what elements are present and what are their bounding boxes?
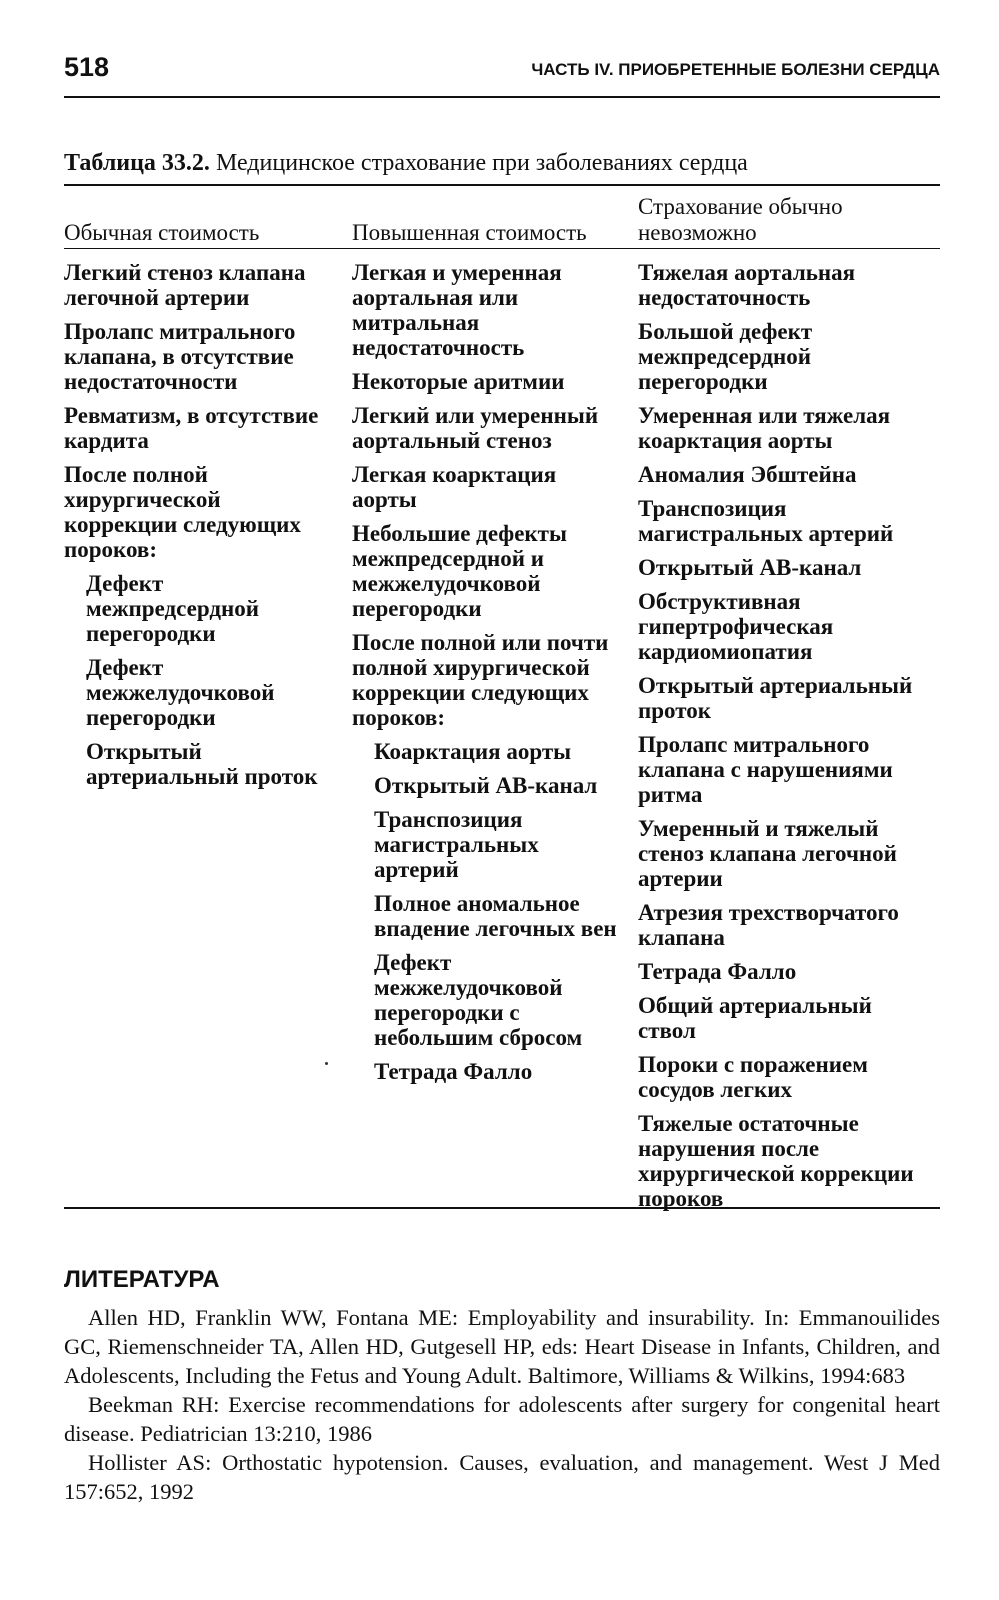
table-item: Тетрада Фалло xyxy=(638,959,797,984)
table-header-rule xyxy=(64,248,940,249)
table-item: Тяжелая аортальная недостаточность xyxy=(638,260,856,310)
table-item: Легкий стеноз клапана легочной артерии xyxy=(64,260,306,310)
table-item: Общий артериальный ствол xyxy=(638,993,872,1043)
table-item: Обструктивная гипертрофическая кардиомиопатия xyxy=(638,589,834,664)
reference-entry: Beekman RH: Exercise recommendations for adolescents after surgery for congenital heart disease. Pediatrician 13:210, 1986 xyxy=(64,1392,940,1446)
table-subitem: Тетрада Фалло xyxy=(374,1059,533,1084)
column-header-normal-cost: Обычная стоимость xyxy=(64,220,260,245)
table-item: Легкий или умеренный аортальный стеноз xyxy=(352,403,599,453)
table-bottom-rule xyxy=(64,1207,940,1209)
page-header xyxy=(64,52,940,98)
column-normal-cost xyxy=(64,260,334,798)
column-increased-cost xyxy=(352,260,624,1093)
table-subitem: Полное аномальное впадение легочных вен xyxy=(374,891,617,941)
reference-entry: Hollister AS: Orthostatic hypotension. Causes, evaluation, and management. West J Med 157:652, 1992 xyxy=(64,1450,940,1504)
table-subitem: Транспозиция магистральных артерий xyxy=(374,807,539,882)
table-item: Тяжелые остаточные нарушения после хирургической коррекции пороков xyxy=(638,1111,914,1211)
table-subitem: Дефект межжелудочковой перегородки xyxy=(86,655,275,730)
table-item: Открытый АВ-канал xyxy=(638,555,862,580)
table-item: Легкая коарктация аорты xyxy=(352,462,557,512)
table-subitem: Дефект межжелудочковой перегородки с небольшим сбросом xyxy=(374,950,583,1050)
table-subitem: Коарктация аорты xyxy=(374,739,572,764)
running-head: ЧАСТЬ IV. ПРИОБРЕТЕННЫЕ БОЛЕЗНИ СЕРДЦА xyxy=(531,60,940,79)
table-item: Транспозиция магистральных артерий xyxy=(638,496,894,546)
table-item: После полной хирургической коррекции следующих пороков: xyxy=(64,462,301,562)
table-item: После полной или почти полной хирургической коррекции следующих пороков: xyxy=(352,630,609,730)
table-subitem: Открытый артериальный проток xyxy=(86,739,318,789)
table-subitem: Открытый АВ-канал xyxy=(374,773,598,798)
table-item: Некоторые аритмии xyxy=(352,369,565,394)
print-speck xyxy=(325,1062,328,1065)
table-item: Большой дефект межпредсердной перегородки xyxy=(638,319,813,394)
table-caption xyxy=(64,150,748,177)
table-title-text: Медицинское страхование при заболеваниях сердца xyxy=(215,150,748,176)
reference-entry: Allen HD, Franklin WW, Fontana ME: Employability and insurability. In: Emmanouilides GC, Riemenschneider TA, Allen HD, Gutgesell HP, eds: Heart Disease in Infants, Children, and Adolescents, Including the Fetus and Young Adult. Baltimore, Williams & Wilkins, 1994:683 xyxy=(64,1305,940,1388)
table-item: Ревматизм, в отсутствие кардита xyxy=(64,403,319,453)
table-item: Аномалия Эбштейна xyxy=(638,462,857,487)
table-item: Умеренная или тяжелая коарктация аорты xyxy=(638,403,891,453)
column-header-no-insurance: Страхование обычно невозможно xyxy=(638,194,843,245)
column-no-insurance xyxy=(638,260,920,1220)
page-number: 518 xyxy=(64,52,110,82)
table-item: Пролапс митрального клапана, в отсутствие недостаточности xyxy=(64,319,296,394)
references-heading: ЛИТЕРАТУРА xyxy=(64,1266,220,1293)
table-item: Пролапс митрального клапана с нарушениями ритма xyxy=(638,732,893,807)
table-item: Пороки с поражением сосудов легких xyxy=(638,1052,868,1102)
table-item: Умеренный и тяжелый стеноз клапана легочной артерии xyxy=(638,816,897,891)
column-header-increased-cost: Повышенная стоимость xyxy=(352,220,587,245)
table-item: Небольшие дефекты межпредсердной и межжелудочковой перегородки xyxy=(352,521,567,621)
table-item: Атрезия трехстворчатого клапана xyxy=(638,900,899,950)
table-item: Легкая и умеренная аортальная или митральная недостаточность xyxy=(352,260,562,360)
table-subitem: Дефект межпредсердной перегородки xyxy=(86,571,259,646)
references-list xyxy=(64,1303,940,1506)
table-top-rule xyxy=(64,184,940,186)
table-item: Открытый артериальный проток xyxy=(638,673,913,723)
table-label: Таблица 33.2. xyxy=(64,150,210,176)
